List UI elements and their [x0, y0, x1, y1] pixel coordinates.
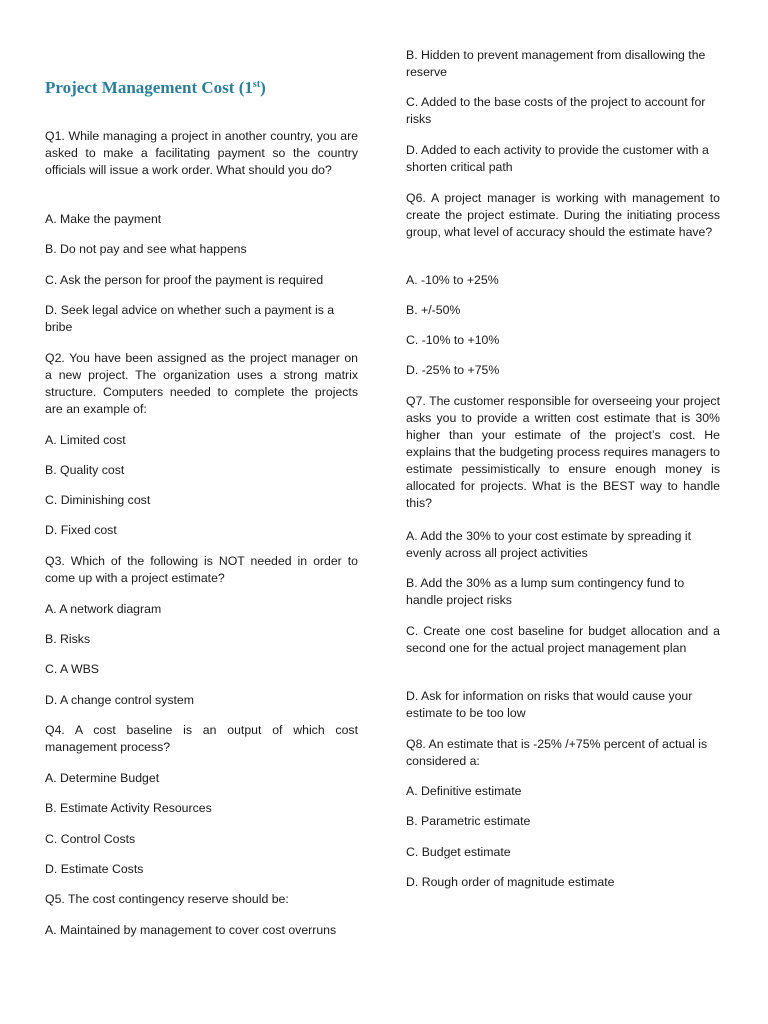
title-text: Project Management Cost (1 — [45, 78, 253, 97]
q2-option-d: D. Fixed cost — [45, 523, 117, 537]
q1-option-a: A. Make the payment — [45, 212, 162, 226]
page-title — [45, 78, 266, 98]
q6-option-c: C. -10% to +10% — [406, 333, 500, 347]
q1-option-b: B. Do not pay and see what happens — [45, 242, 247, 256]
q3-option-b: B. Risks — [45, 632, 91, 646]
q2-option-b: B. Quality cost — [45, 463, 125, 477]
q2-option-c: C. Diminishing cost — [45, 493, 151, 507]
question-3: Q3. Which of the following is NOT needed in order to come up with a project estimate? — [45, 554, 358, 585]
question-2: Q2. You have been assigned as the project manager on a new project. The organization uses a strong matrix structure. Computers needed to complete the projects are an example of: — [45, 351, 358, 416]
q8-option-d: D. Rough order of magnitude estimate — [406, 875, 615, 889]
q3-option-a: A. A network diagram — [45, 602, 162, 616]
q5-option-a: A. Maintained by management to cover cost overruns — [45, 923, 337, 937]
q7-option-b: B. Add the 30% as a lump sum contingency fund to handle project risks — [406, 576, 685, 607]
q6-option-b: B. +/-50% — [406, 303, 461, 317]
q1-option-d: D. Seek legal advice on whether such a payment is a bribe — [45, 303, 335, 334]
q2-option-a: A. Limited cost — [45, 433, 126, 447]
q4-option-a: A. Determine Budget — [45, 771, 160, 785]
q3-option-c: C. A WBS — [45, 662, 99, 676]
q8-option-a: A. Definitive estimate — [406, 784, 522, 798]
q5-option-b: B. Hidden to prevent management from disallowing the reserve — [406, 48, 706, 79]
q7-option-c: C. Create one cost baseline for budget allocation and a second one for the actual project management plan — [406, 624, 720, 655]
q4-option-c: C. Control Costs — [45, 832, 136, 846]
question-8: Q8. An estimate that is -25% /+75% percent of actual is considered a: — [406, 737, 708, 768]
title-superscript: st — [252, 79, 261, 90]
q4-option-d: D. Estimate Costs — [45, 862, 144, 876]
question-7: Q7. The customer responsible for overseeing your project asks you to provide a written cost estimate that is 30% higher than your estimate of the project’s cost. He explains that the budgeting process requires managers to estimate pessimistically to ensure enough money is allocated for projects. What is the BEST way to handle this? — [406, 394, 720, 510]
q8-option-c: C. Budget estimate — [406, 845, 511, 859]
q6-option-a: A. -10% to +25% — [406, 273, 499, 287]
q1-option-c: C. Ask the person for proof the payment is required — [45, 273, 324, 287]
question-1: Q1. While managing a project in another country, you are asked to make a facilitating payment so the country officials will issue a work order. What should you do? — [45, 129, 358, 177]
q6-option-d: D. -25% to +75% — [406, 363, 500, 377]
q5-option-d: D. Added to each activity to provide the customer with a shorten critical path — [406, 143, 709, 174]
q8-option-b: B. Parametric estimate — [406, 814, 531, 828]
q7-option-a: A. Add the 30% to your cost estimate by spreading it evenly across all project activities — [406, 529, 692, 560]
q3-option-d: D. A change control system — [45, 693, 195, 707]
title-close: ) — [260, 78, 266, 97]
question-4: Q4. A cost baseline is an output of which cost management process? — [45, 723, 358, 754]
q4-option-b: B. Estimate Activity Resources — [45, 801, 212, 815]
question-5: Q5. The cost contingency reserve should be: — [45, 892, 289, 906]
q7-option-d: D. Ask for information on risks that would cause your estimate to be too low — [406, 689, 693, 720]
question-6: Q6. A project manager is working with management to create the project estimate. During the initiating process group, what level of accuracy should the estimate have? — [406, 191, 720, 239]
q5-option-c: C. Added to the base costs of the project to account for risks — [406, 95, 706, 126]
